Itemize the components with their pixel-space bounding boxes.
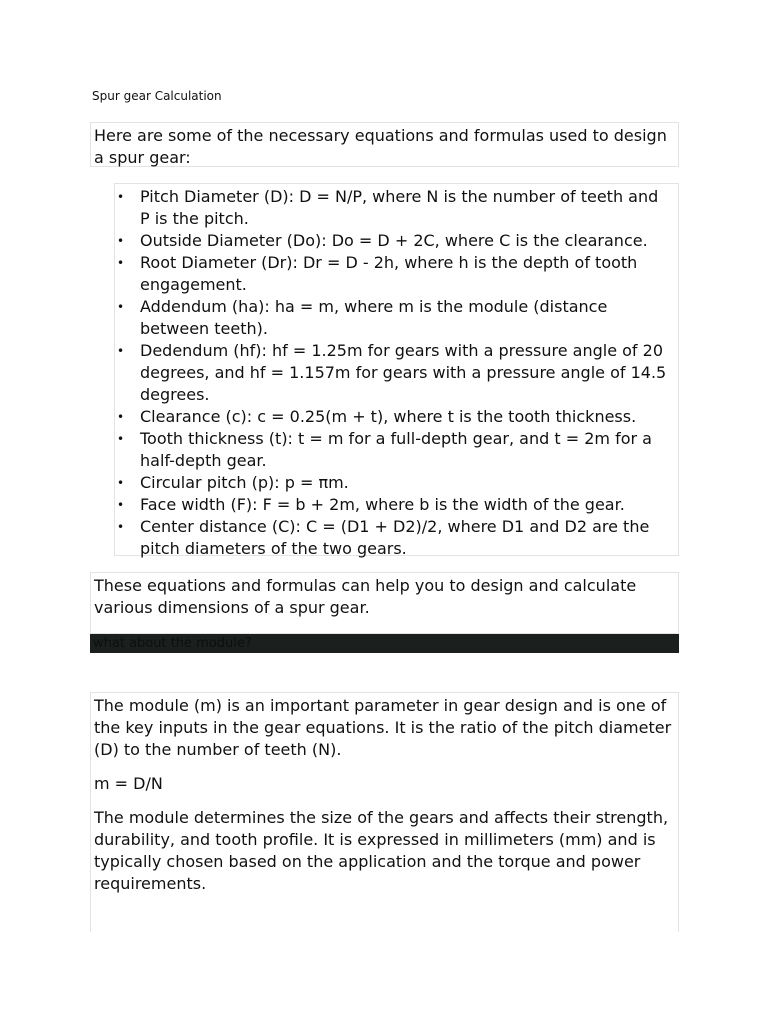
formula-text: Tooth thickness (t): t = m for a full-depth gear, and t = 2m for a half-depth gear. xyxy=(140,429,652,470)
question-bar: what about the module? xyxy=(90,634,679,653)
closing-text: These equations and formulas can help you to design and calculate various dimensions of a spur gear. xyxy=(94,576,637,617)
module-formula: m = D/N xyxy=(94,774,163,793)
bullet-icon: • xyxy=(117,344,125,358)
bullet-icon: • xyxy=(117,300,125,314)
formula-item xyxy=(115,472,672,494)
formula-text: Root Diameter (Dr): Dr = D - 2h, where h is the depth of tooth engagement. xyxy=(140,253,638,294)
formula-item xyxy=(115,186,672,230)
module-paragraph: The module determines the size of the gears and affects their strength, durability, and tooth profile. It is expressed in millimeters (mm) and is typically chosen based on the application and the torque and power requirements. xyxy=(94,808,669,893)
closing-box xyxy=(90,572,679,634)
module-paragraph: The module (m) is an important parameter in gear design and is one of the key inputs in the gear equations. It is the ratio of the pitch diameter (D) to the number of teeth (N). xyxy=(94,696,672,759)
bullet-icon: • xyxy=(117,432,125,446)
formula-item xyxy=(115,406,672,428)
bullet-icon: • xyxy=(117,520,125,534)
bullet-icon: • xyxy=(117,190,125,204)
bullet-icon: • xyxy=(117,498,125,512)
module-answer-box xyxy=(90,692,679,932)
intro-text: Here are some of the necessary equations and formulas used to design a spur gear: xyxy=(94,126,667,167)
formula-text: Circular pitch (p): p = πm. xyxy=(140,473,349,492)
formula-item xyxy=(115,230,672,252)
formula-list xyxy=(115,186,672,560)
formula-item xyxy=(115,516,672,560)
bullet-icon: • xyxy=(117,234,125,248)
formula-text: Outside Diameter (Do): Do = D + 2C, where C is the clearance. xyxy=(140,231,648,250)
formula-list-box xyxy=(114,183,679,556)
formula-item xyxy=(115,340,672,406)
bullet-icon: • xyxy=(117,256,125,270)
formula-text: Center distance (C): C = (D1 + D2)/2, where D1 and D2 are the pitch diameters of the two gears. xyxy=(140,517,650,558)
formula-item xyxy=(115,428,672,472)
formula-text: Face width (F): F = b + 2m, where b is the width of the gear. xyxy=(140,495,625,514)
formula-item xyxy=(115,252,672,296)
formula-text: Addendum (ha): ha = m, where m is the module (distance between teeth). xyxy=(140,297,608,338)
formula-item xyxy=(115,296,672,340)
formula-text: Clearance (c): c = 0.25(m + t), where t is the tooth thickness. xyxy=(140,407,637,426)
formula-item xyxy=(115,494,672,516)
formula-text: Dedendum (hf): hf = 1.25m for gears with a pressure angle of 20 degrees, and hf = 1.157m for gears with a pressure angle of 14.5 degrees. xyxy=(140,341,667,404)
document-title: Spur gear Calculation xyxy=(92,89,222,103)
intro-box xyxy=(90,122,679,167)
bullet-icon: • xyxy=(117,410,125,424)
formula-text: Pitch Diameter (D): D = N/P, where N is the number of teeth and P is the pitch. xyxy=(140,187,659,228)
bullet-icon: • xyxy=(117,476,125,490)
